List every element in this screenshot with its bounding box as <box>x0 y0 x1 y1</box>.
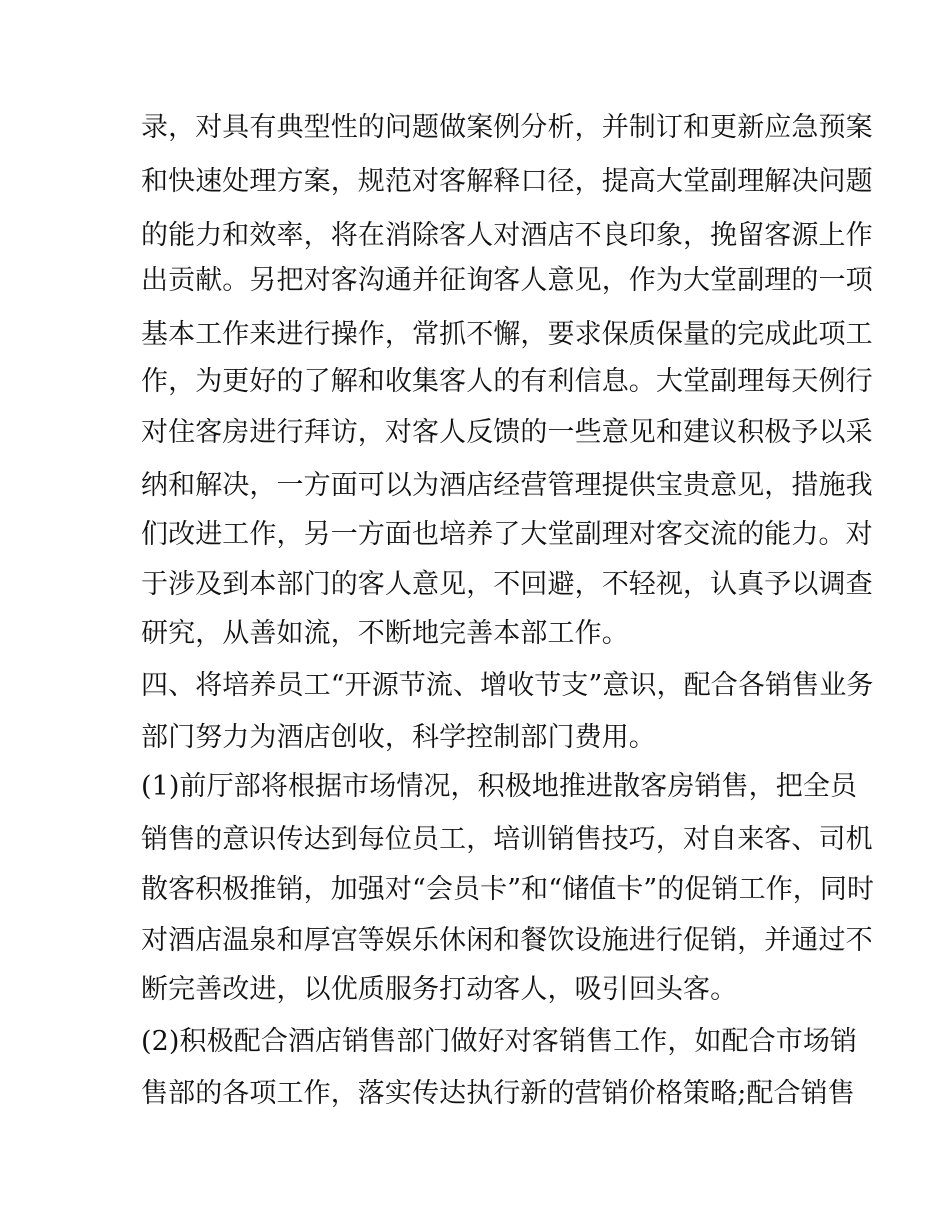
text-line: 对酒店温泉和厚宫等娱乐休闲和餐饮设施进行促销，并通过不 <box>141 925 873 956</box>
text-line: 们改进工作，另一方面也培养了大堂副理对客交流的能力。对 <box>141 519 873 550</box>
text-line: 和快速处理方案，规范对客解释口径，提高大堂副理解决问题 <box>141 166 873 197</box>
text-line: 断完善改进，以优质服务打动客人，吸引回头客。 <box>141 974 738 1005</box>
text-line: 售部的各项工作，落实传达执行新的营销价格策略;配合销售 <box>141 1078 855 1109</box>
text-line: 四、将培养员工“开源节流、增收节支”意识，配合各销售业务 <box>141 670 874 701</box>
text-line: 作，为更好的了解和收集客人的有利信息。大堂副理每天例行 <box>141 366 873 397</box>
text-line: (1)前厅部将根据市场情况，积极地推进散客房销售，把全员 <box>141 771 858 802</box>
text-line: 于涉及到本部门的客人意见，不回避，不轻视，认真予以调查 <box>141 569 873 600</box>
text-line: 基本工作来进行操作，常抓不懈，要求保质保量的完成此项工 <box>141 319 873 350</box>
text-line: 研究，从善如流，不断地完善本部工作。 <box>141 618 629 649</box>
text-line: 的能力和效率，将在消除客人对酒店不良印象，挽留客源上作 <box>141 220 873 251</box>
text-line: 录，对具有典型性的问题做案例分析，并制订和更新应急预案 <box>141 112 873 143</box>
text-line: 纳和解决，一方面可以为酒店经营管理提供宝贵意见，措施我 <box>141 470 873 501</box>
text-line: 对住客房进行拜访，对客人反馈的一些意见和建议积极予以采 <box>141 417 873 448</box>
text-line: 销售的意识传达到每位员工，培训销售技巧，对自来客、司机 <box>141 824 873 855</box>
text-line: 散客积极推销，加强对“会员卡”和“储值卡”的促销工作，同时 <box>141 874 875 905</box>
text-line: 出贡献。另把对客沟通并征询客人意见，作为大堂副理的一项 <box>141 265 873 296</box>
text-line: 部门努力为酒店创收，科学控制部门费用。 <box>141 722 656 753</box>
text-line: (2)积极配合酒店销售部门做好对客销售工作，如配合市场销 <box>141 1026 858 1057</box>
